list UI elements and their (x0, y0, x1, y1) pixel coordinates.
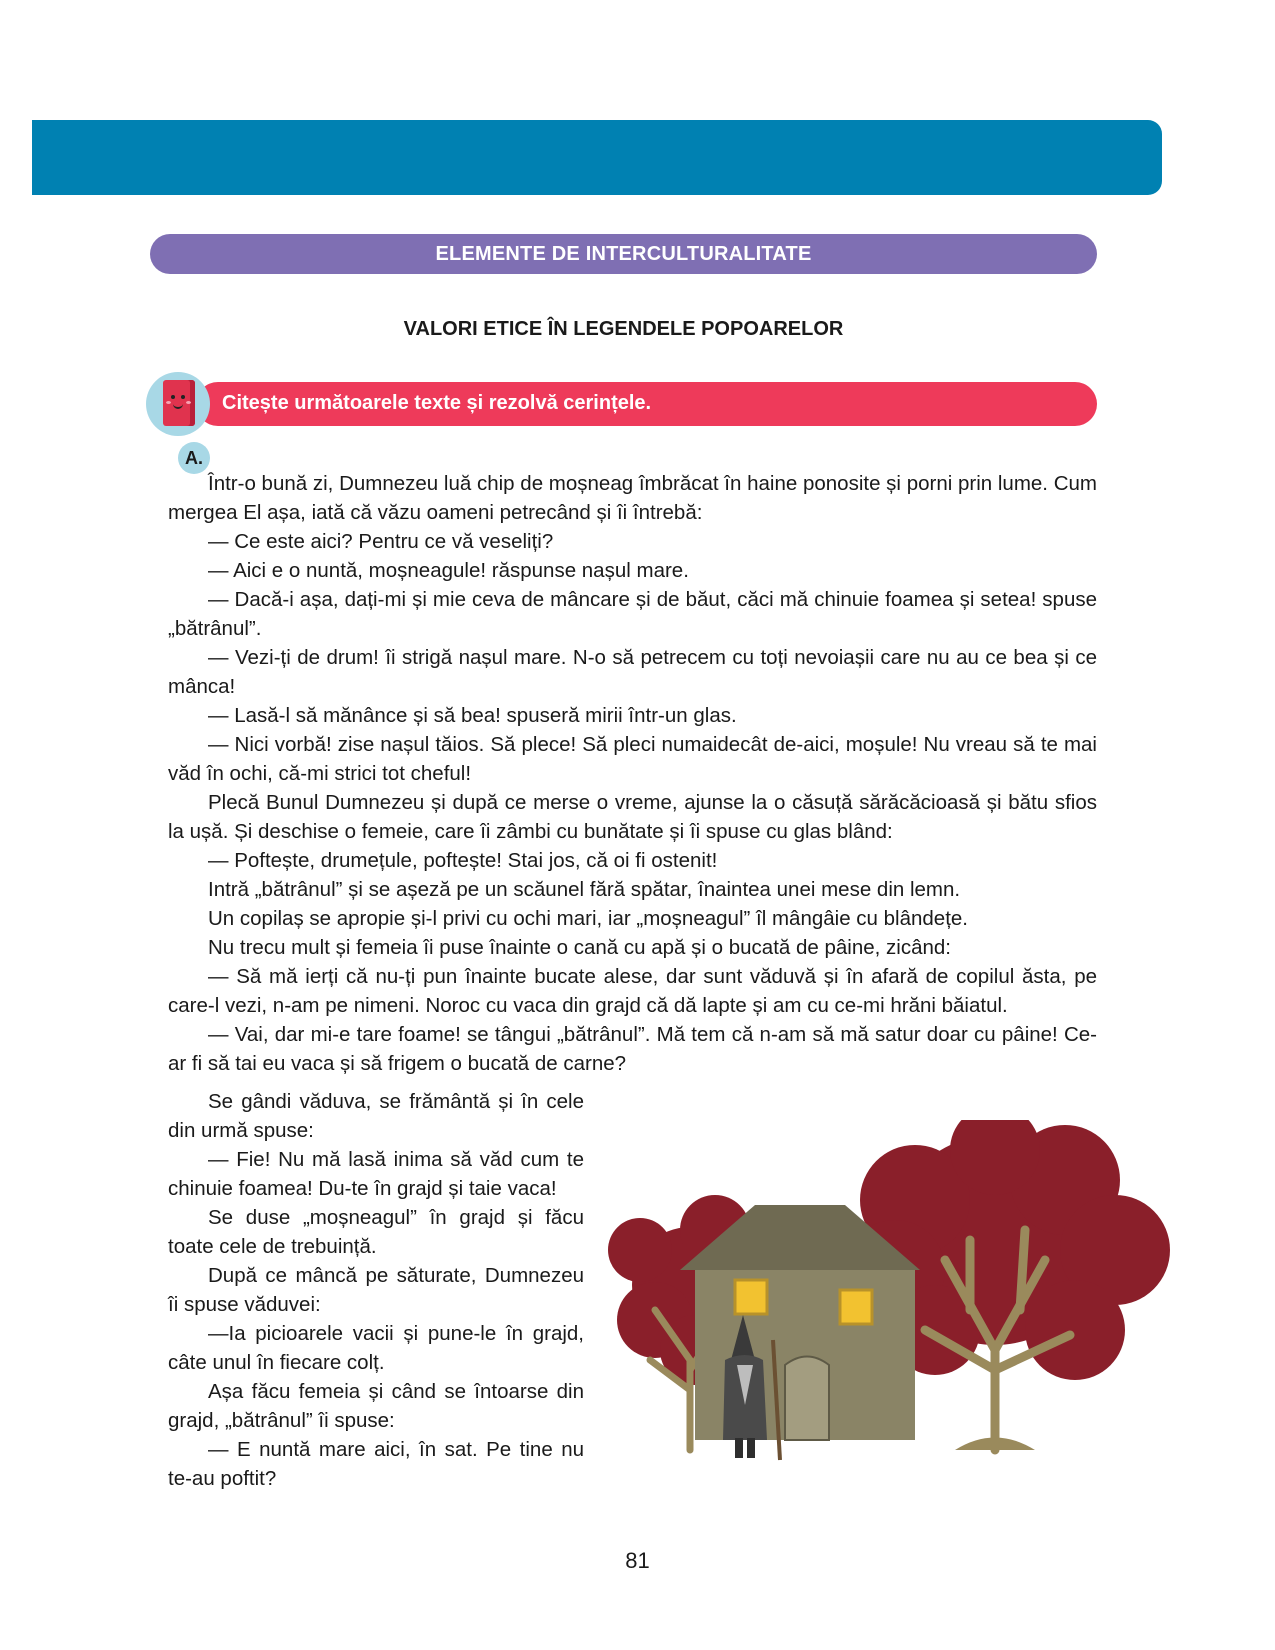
paragraph: Intră „bătrânul” și se așeză pe un scăunel fără spătar, înaintea unei mese din lemn. (208, 878, 961, 901)
paragraph: Se gândi văduva, se frământă și în cele din urmă spuse: (168, 1090, 584, 1142)
paragraph: Plecă Bunul Dumnezeu și după ce merse o vreme, ajunse la o căsuță sărăcăcioasă și bătu sfios la ușă. Și deschise o femeie, care îi zâmbi cu bunătate și îi spuse cu glas blând: (168, 791, 1097, 843)
paragraph: — Lasă-l să mănânce și să bea! spuseră mirii într-un glas. (208, 704, 737, 727)
top-header-band (32, 120, 1162, 195)
paragraph: —Ia picioarele vacii și pune-le în grajd, câte unul în fiecare colț. (168, 1322, 584, 1374)
section-marker: A. (178, 442, 210, 474)
paragraph: — Dacă-i așa, dați-mi și mie ceva de mâncare și de băut, căci mă chinuie foamea și setea! spuse „bătrânul”. (168, 588, 1097, 640)
paragraph: — Fie! Nu mă lasă inima să văd cum te chinuie foamea! Du-te în grajd și taie vaca! (168, 1148, 584, 1200)
story-text (168, 469, 1097, 1078)
paragraph: — E nuntă mare aici, în sat. Pe tine nu te-au poftit? (168, 1438, 584, 1490)
paragraph: — Ce este aici? Pentru ce vă veseliți? (208, 530, 554, 553)
paragraph: — Nici vorbă! zise nașul tăios. Să plece! Să pleci numaidecât de-aici, moșule! Nu vreau să te mai văd în ochi, că-mi strici tot cheful! (168, 733, 1097, 785)
paragraph: Nu trecu mult și femeia îi puse înainte o cană cu apă și o bucată de pâine, zicând: (208, 936, 951, 959)
house (680, 1205, 920, 1440)
section-title: ELEMENTE DE INTERCULTURALITATE (435, 242, 812, 265)
paragraph: — Vezi-ți de drum! îi strigă nașul mare. N-o să petrecem cu toți nevoiașii care nu au ce bea și ce mânca! (168, 646, 1097, 698)
book-icon (146, 372, 210, 436)
paragraph: Într-o bună zi, Dumnezeu luă chip de moșneag îmbrăcat în haine ponosite și porni prin lume. Cum mergea El așa, iată că văzu oameni petrecând și îi întrebă: (168, 472, 1097, 524)
section-banner (150, 234, 1097, 274)
paragraph: După ce mâncă pe săturate, Dumnezeu îi spuse văduvei: (168, 1264, 584, 1316)
paragraph: — Poftește, drumețule, poftește! Stai jos, că oi fi ostenit! (208, 849, 718, 872)
story-text-column (168, 1087, 584, 1493)
lesson-subtitle: VALORI ETICE ÎN LEGENDELE POPOARELOR (403, 318, 844, 340)
house-trees-illustration (595, 1120, 1175, 1520)
paragraph: — Aici e o nuntă, moșneagule! răspunse nașul mare. (208, 559, 689, 582)
paragraph: — Vai, dar mi-e tare foame! se tângui „bătrânul”. Mă tem că n-am să mă satur doar cu pâine! Ce-ar fi să tai eu vaca și să frigem o bucată de carne? (168, 1023, 1097, 1075)
paragraph: — Să mă ierți că nu-ți pun înainte bucate alese, dar sunt văduvă și în afară de copilul ăsta, pe care-l vezi, n-am pe nimeni. Noroc cu vaca din grajd că dă lapte și am cu ce-mi hrăni băiatul. (168, 965, 1097, 1017)
task-instruction: Citește următoarele texte și rezolvă cerințele. (222, 391, 652, 414)
paragraph: Un copilaș se apropie și-l privi cu ochi mari, iar „moșneagul” îl mângâie cu blândețe. (208, 907, 968, 930)
paragraph: Se duse „moșneagul” în grajd și făcu toate cele de trebuință. (168, 1206, 584, 1258)
paragraph: Așa făcu femeia și când se întoarse din grajd, „bătrânul” îi spuse: (168, 1380, 584, 1432)
page-number: 81 (625, 1548, 650, 1573)
